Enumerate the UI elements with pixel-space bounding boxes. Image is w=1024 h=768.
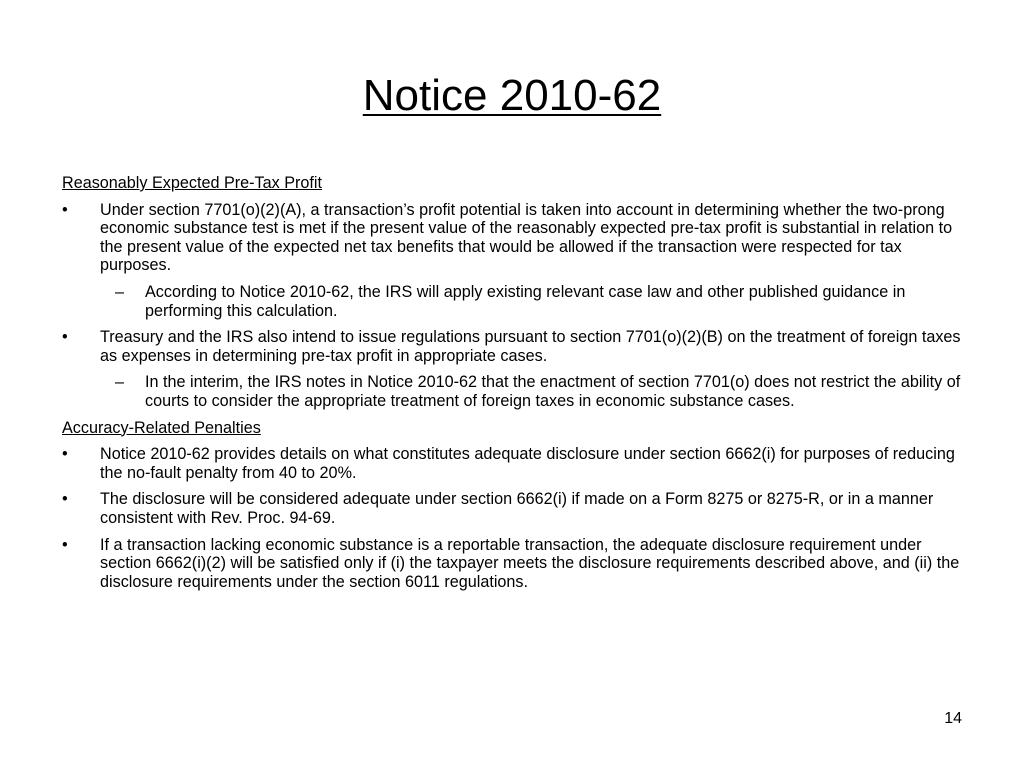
sub-bullet-point (62, 283, 967, 320)
sub-bullet-marker: – (115, 282, 125, 301)
page-number: 14 (944, 710, 962, 727)
bullet-marker: • (62, 535, 68, 554)
bullet-point (62, 490, 967, 527)
bullet-text: The disclosure will be considered adequate under section 6662(i) if made on a Form 8275 or 8275-R, or in a manner consistent with Rev. Proc. 94-69. (100, 490, 934, 527)
bullet-text: If a transaction lacking economic substance is a reportable transaction, the adequate disclosure requirement under section 6662(i)(2) will be satisfied only if (i) the taxpayer meets the disclosure requirements described above, and (ii) the disclosure requirements under the section 6011 regulations. (100, 535, 960, 591)
sub-bullet-marker: – (115, 373, 125, 392)
section-heading-reasonably-expected-pre-tax-profit: Reasonably Expected Pre-Tax Profit (62, 174, 323, 192)
bullet-text: Treasury and the IRS also intend to issue regulations pursuant to section 7701(o)(2)(B) on the treatment of foreign taxes as expenses in determining pre-tax profit in appropriate cases. (100, 328, 961, 365)
bullet-point (62, 536, 967, 592)
bullet-marker: • (62, 200, 68, 219)
slide-title: Notice 2010-62 (362, 71, 662, 120)
bullet-point (62, 328, 967, 365)
bullet-marker: • (62, 445, 68, 464)
slide-body (62, 174, 967, 599)
sub-bullet-text: According to Notice 2010-62, the IRS will apply existing relevant case law and other published guidance in performing this calculation. (145, 282, 906, 320)
bullet-marker: • (62, 328, 68, 347)
bullet-text: Notice 2010-62 provides details on what constitutes adequate disclosure under section 6662(i) for purposes of reducing the no-fault penalty from 40 to 20%. (100, 445, 955, 482)
section-heading-accuracy-related-penalties: Accuracy-Related Penalties (62, 418, 261, 437)
bullet-point (62, 445, 967, 482)
sub-bullet-point (62, 373, 967, 410)
sub-bullet-text: In the interim, the IRS notes in Notice 2010-62 that the enactment of section 7701(o) does not restrict the ability of courts to consider the appropriate treatment of foreign taxes in economic substance cases. (145, 373, 961, 410)
bullet-marker: • (62, 490, 68, 509)
bullet-point (62, 201, 967, 275)
bullet-text: Under section 7701(o)(2)(A), a transaction’s profit potential is taken into account in determining whether the two-prong economic substance test is met if the present value of the reasonably expected pre-tax profit is substantial in relation to the present value of the expected net tax benefits that would be allowed if the transaction were respected for tax purposes. (100, 200, 953, 275)
